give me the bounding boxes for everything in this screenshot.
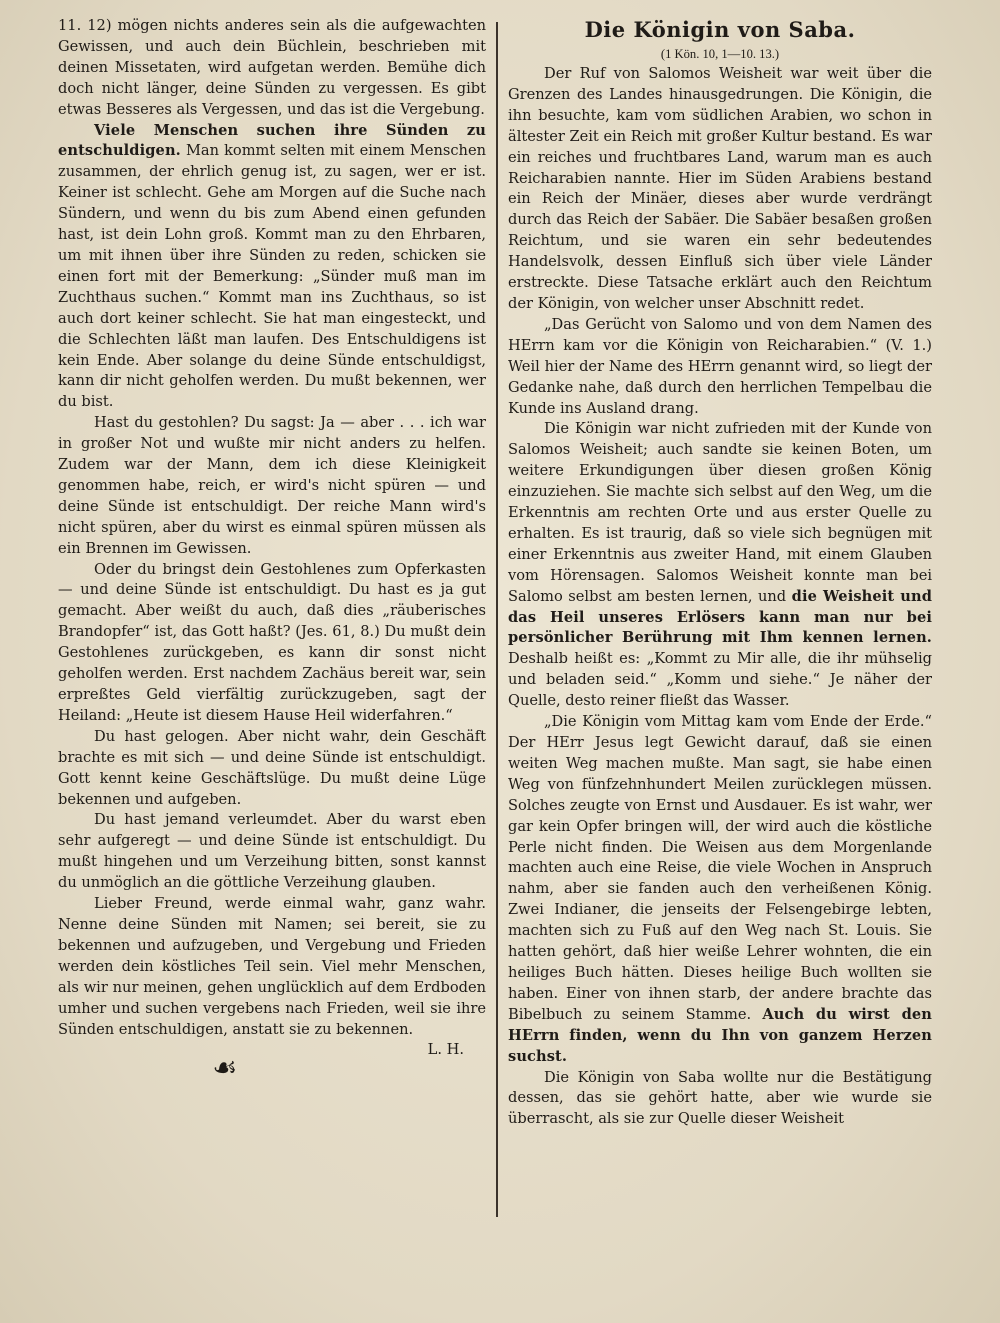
left-paragraph-4: Oder du bringst dein Gestohlenes zum Opferkasten — und deine Sünde ist entschuldigt. Du hast es ja gut gemacht. Aber weißt du auch, daß dies „räuberisches Brandopfer“ ist, das Gott haßt? (Jes. 61, 8.) Du mußt dein Gestohlenes zurückgeben, es kann dir sonst nicht geholfen werden. Erst nachdem Zachäus bereit war, sein erpreßtes Geld vierfältig zurückzugeben, sagt der Heiland: „Heute ist diesem Hause Heil widerfahren.“ [58,560,486,724]
right-paragraph-3-emphasis: die Weisheit und das Heil unseres Erlösers kann man nur bei persönlicher Berührung mit Ihm kennen lernen. [508,587,932,647]
right-paragraph-4-text: „Die Königin vom Mittag kam vom Ende der Erde.“ Der HErr Jesus legt Gewicht darauf, daß sie einen weiten Weg machen mußte. Man sagt, sie habe einen Weg von fünfzehnhundert Meilen zurücklegen müssen. Solches zeugte von Ernst und Ausdauer. Es ist wahr, wer gar kein Opfer bringen will, der wird auch die köstliche Perle nicht finden. Die Weisen aus dem Morgenlande machten auch eine Reise, die viele Wochen in Anspruch nahm, aber sie fanden auch den verheißenen König. Zwei Indianer, die jenseits der Felsengebirge lebten, machten sich zu Fuß auf den Weg nach St. Louis. Sie hatten gehört, daß hier weiße Lehrer wohnten, die ein heiliges Buch hätten. Dieses heilige Buch wollten sie haben. Einer von ihnen starb, der andere brachte das Bibelbuch zu seinem Stamme. [508,713,932,1023]
left-paragraph-6: Du hast jemand verleumdet. Aber du warst eben sehr aufgeregt — und deine Sünde ist entschuldigt. Du mußt hingehen und um Verzeihung bitten, sonst kannst du unmöglich an die göttliche Verzeihung glauben. [58,811,486,892]
column-divider [496,22,498,1217]
right-paragraph-3 [508,419,932,712]
ornament-icon: ☙ [212,1051,238,1085]
right-paragraph-5: Die Königin von Saba wollte nur die Bestätigung dessen, das sie gehört hatte, aber wie wurde sie überrascht, als sie zur Quelle dieser Weisheit [508,1068,932,1128]
right-column [508,16,932,1130]
right-paragraph-1: Der Ruf von Salomos Weisheit war weit über die Grenzen des Landes hinausgedrungen. Die Königin, die ihn besuchte, kam vom südlichen Arabien, wo schon in ältester Zeit ein Reich mit großer Kultur bestand. Es war ein reiches und fruchtbares Land, warum man es auch Reicharabien nannte. Hier im Süden Arabiens bestand ein Reich der Minäer, dieses aber wurde verdrängt durch das Reich der Sabäer. Die Sabäer besaßen großen Reichtum, und sie waren ein sehr bedeutendes Handelsvolk, dessen Einfluß sich über viele Länder erstreckte. Diese Tatsache erklärt auch den Reichtum der Königin, von welcher unser Abschnitt redet. [508,65,932,312]
left-paragraph-2 [58,121,486,414]
left-paragraph-3: Hast du gestohlen? Du sagst: Ja — aber . . . ich war in großer Not und wußte mir nicht anders zu helfen. Zudem war der Mann, dem ich diese Kleinigkeit genommen habe, reich, er wird's nicht spüren — und deine Sünde ist entschuldigt. Der reiche Mann wird's nicht spüren, aber du wirst es einmal spüren müssen als ein Brennen im Gewissen. [58,414,486,557]
right-paragraph-2: „Das Gerücht von Salomo und von dem Namen des HErrn kam vor die Königin von Reicharabien.“ (V. 1.) Weil hier der Name des HErrn genannt wird, so liegt der Gedanke nahe, daß durch den herrlichen Tempelbau die Kunde ins Ausland drang. [508,315,932,417]
left-paragraph-1: 11. 12) mögen nichts anderes sein als die aufgewachten Gewissen, und auch dein Büchlein, beschrieben mit deinen Missetaten, wird aufgetan werden. Bemühe dich doch nicht länger, deine Sünden zu vergessen. Es gibt etwas Besseres als Vergessen, und das ist die Vergebung. [58,17,486,118]
left-paragraph-7-text: Lieber Freund, werde einmal wahr, ganz wahr. Nenne deine Sünden mit Namen; sei bereit, sie zu bekennen und aufzugeben, und Vergebung und Frieden werden dein köstliches Teil sein. Viel mehr Menschen, als wir nur meinen, gehen unglücklich auf dem Erdboden umher und suchen vergebens nach Frieden, weil sie ihre Sünden entschuldigen, anstatt sie zu bekennen. [58,895,486,1038]
left-paragraph-5: Du hast gelogen. Aber nicht wahr, dein Geschäft brachte es mit sich — und deine Sünde ist entschuldigt. Gott kennt keine Geschäftslüge. Du mußt deine Lüge bekennen und aufgeben. [58,727,486,808]
right-paragraph-4 [508,712,932,1067]
article-title: Die Königin von Saba. [584,17,856,42]
right-paragraph-3-text-a: Die Königin war nicht zufrieden mit der Kunde von Salomos Weisheit; auch sandte sie keinen Boten, um weitere Erkundigungen über diesen großen König einzuziehen. Sie machte sich selbst auf den Weg, um die Erkenntnis am rechten Orte und aus erster Quelle zu erhalten. Es ist traurig, daß so viele sich begnügen mit einer Erkenntnis aus zweiter Hand, mit einem Glauben vom Hörensagen. Salomos Weisheit konnte man bei Salomo selbst am besten lernen, und [508,420,932,605]
left-paragraph-2-text: Man kommt selten mit einem Menschen zusammen, der ehrlich genug ist, zu sagen, wer er ist. Keiner ist schlecht. Gehe am Morgen auf die Suche nach Sündern, und wenn du bis zum Abend einen gefunden hast, ist dein Lohn groß. Kommt man zu den Ehrbaren, um mit ihnen über ihre Sünden zu reden, schicken sie einen fort mit der Bemerkung: „Sünder muß man im Zuchthaus suchen.“ Kommt man ins Zuchthaus, so ist auch dort keiner schlecht. Sie hat man eingesteckt, und die Schlechten läßt man laufen. Des Entschuldigens ist kein Ende. Aber solange du deine Sünde entschuldigst, kann dir nicht geholfen werden. Du mußt bekennen, wer du bist. [58,142,486,411]
author-signature: L. H. [427,1041,464,1059]
left-column [58,16,486,1088]
left-paragraph-7 [58,894,486,1059]
right-paragraph-4-emphasis: Auch du wirst den HErrn finden, wenn du Ihn von ganzem Herzen suchst. [508,1005,932,1065]
left-paragraph-2-emphasis: Viele Menschen suchen ihre Sünden zu entschuldigen. [58,121,486,160]
article-subtitle: (1 Kön. 10, 1—10. 13.) [660,47,780,61]
right-paragraph-3-text-b: Deshalb heißt es: „Kommt zu Mir alle, die ihr mühselig und beladen seid.“ „Komm und siehe.“ Je näher der Quelle, desto reiner fließt das Wasser. [508,650,932,710]
